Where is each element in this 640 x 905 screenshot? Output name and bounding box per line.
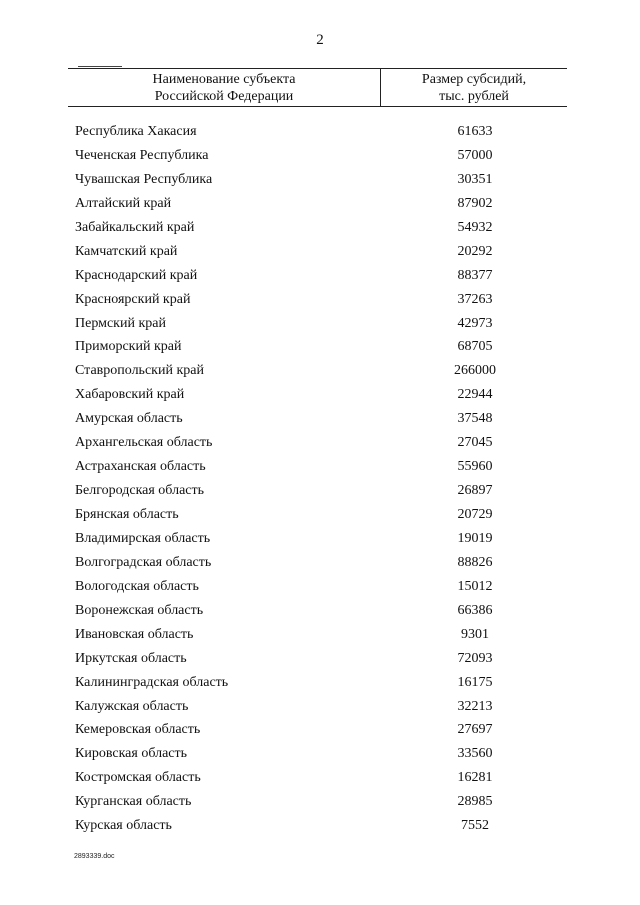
region-name: Брянская область [75,507,179,522]
table-row [0,814,640,838]
region-name: Калининградская область [75,674,229,690]
table-header [68,68,567,107]
subsidy-amount: 57000 [457,147,493,163]
region-name: Костромская область [75,770,201,786]
region-name: Амурская область [75,411,183,427]
region-name: Кемеровская область [75,722,201,738]
table-row [0,575,640,599]
table-row [0,120,640,144]
subsidy-amount: 7552 [461,818,489,834]
subsidy-amount: 19019 [457,530,493,546]
header-region-line2: Российской Федерации [154,88,294,104]
subsidy-amount: 32213 [457,698,493,714]
region-name: Вологодская область [75,578,199,594]
table-row [0,695,640,719]
subsidy-amount: 72093 [457,650,493,666]
table-row [0,790,640,814]
region-name: Воронежская область [75,602,204,618]
subsidy-amount: 61633 [457,124,493,139]
header-amount-line1: Размер субсидий, [421,71,527,87]
subsidy-amount: 88826 [457,554,493,570]
region-name: Забайкальский край [75,219,195,235]
subsidy-amount: 88377 [457,267,493,283]
region-name: Астраханская область [75,459,206,475]
header-amount-line2: тыс. рублей [439,88,509,104]
region-name: Алтайский край [75,195,172,211]
table-row [0,312,640,336]
subsidy-amount: 37548 [457,411,493,427]
table-row [0,742,640,766]
region-name: Чеченская Республика [75,147,209,163]
subsidy-amount: 20729 [457,507,493,522]
table-row [0,527,640,551]
subsidy-amount: 68705 [457,339,493,355]
region-name: Краснодарский край [75,267,198,283]
region-name: Волгоградская область [75,554,212,570]
region-name: Ставропольский край [75,363,204,379]
subsidy-amount: 16175 [457,674,493,690]
table-row [0,455,640,479]
region-name: Чувашская Республика [75,171,213,187]
region-name: Белгородская область [75,483,205,499]
table-row [0,335,640,359]
subsidy-amount: 66386 [457,602,493,618]
subsidy-amount: 54932 [457,219,493,235]
region-name: Хабаровский край [75,387,185,403]
subsidy-amount: 27045 [457,435,493,451]
region-name: Красноярский край [75,291,191,307]
table-row [0,503,640,527]
region-name: Ивановская область [75,626,194,642]
table-row [0,407,640,431]
table-row [0,288,640,312]
table-row [0,264,640,288]
header-region-name [68,69,381,106]
subsidy-amount: 22944 [457,387,493,403]
table-row [0,192,640,216]
header-region-line1: Наименование субъекта [152,71,296,87]
table-row [0,168,640,192]
table-row [0,383,640,407]
table-row [0,551,640,575]
subsidy-amount: 55960 [457,459,493,475]
table-row [0,144,640,168]
subsidy-amount: 266000 [454,363,496,379]
table-row [0,718,640,742]
subsidy-amount: 42973 [457,315,493,331]
region-name: Приморский край [75,339,182,355]
region-name: Курская область [75,818,172,834]
table-row [0,240,640,264]
region-name: Владимирская область [75,530,211,546]
table-row [0,359,640,383]
subsidy-amount: 28985 [457,794,493,810]
subsidy-amount: 9301 [461,626,489,642]
region-name: Иркутская область [75,650,187,666]
table-row [0,599,640,623]
header-subsidy-amount [381,69,567,106]
table-row [0,431,640,455]
table-row [0,671,640,695]
subsidy-amount: 27697 [457,722,493,738]
subsidy-amount: 87902 [457,195,493,211]
region-name: Архангельская область [75,435,213,451]
region-name: Камчатский край [75,243,178,259]
table-row [0,479,640,503]
region-name: Курганская область [75,794,192,810]
table-row [0,216,640,240]
subsidy-amount: 26897 [457,483,493,499]
region-name: Пермский край [75,315,166,331]
table-row [0,766,640,790]
region-name: Калужская область [75,698,189,714]
table-row [0,647,640,671]
header-accent-line [78,66,122,67]
table-row [0,623,640,647]
region-name: Кировская область [75,746,188,762]
document-code: 2893339.doc [74,853,115,860]
subsidy-amount: 20292 [457,243,493,259]
page-number: 2 [316,32,324,48]
region-name: Республика Хакасия [75,124,197,139]
table-body [0,120,640,838]
subsidy-amount: 33560 [457,746,493,762]
subsidy-amount: 15012 [457,578,493,594]
subsidy-amount: 16281 [457,770,493,786]
subsidy-amount: 30351 [457,171,493,187]
subsidy-amount: 37263 [457,291,493,307]
